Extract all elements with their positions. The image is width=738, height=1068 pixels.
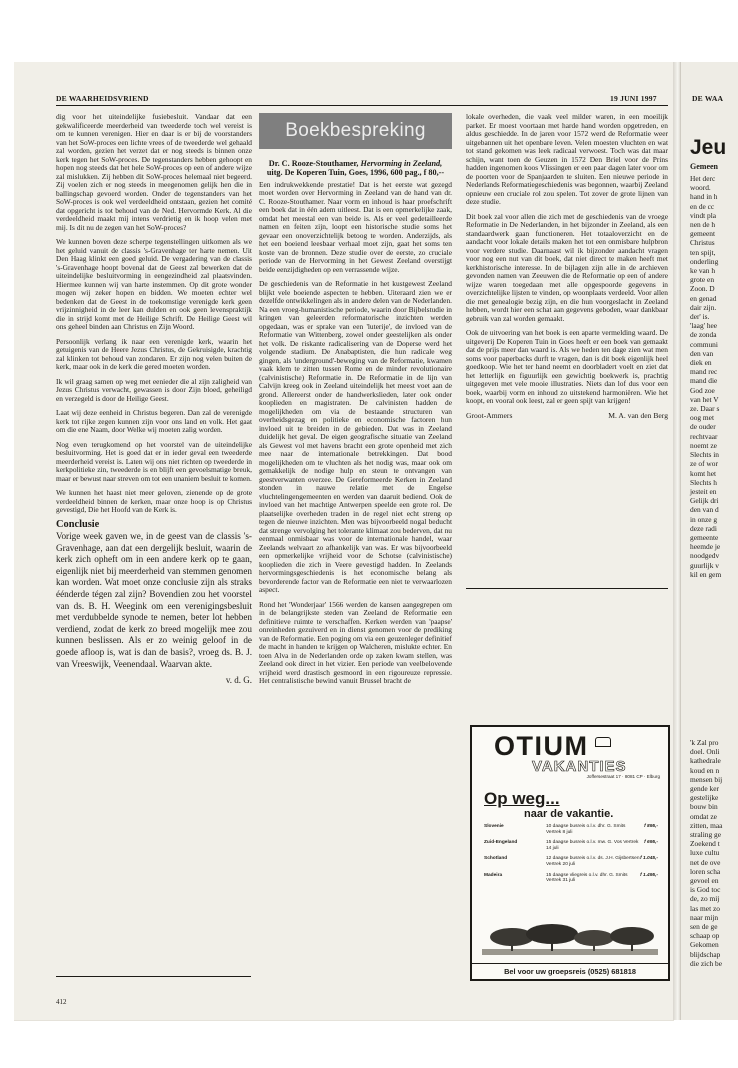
next-page-line: den van [690,348,714,358]
next-page-subtitle: Gemeen [690,162,718,171]
trip-row [484,873,658,889]
next-page-line: gemeent [690,229,716,239]
column-end-rule [56,976,251,977]
next-page-line: diek en [690,358,712,368]
next-page-line: sen de ge [690,922,718,932]
trip-row [484,824,658,840]
next-page-line: God zoe [690,385,715,395]
trip-row [484,840,658,856]
next-page-line: doel. Onli [690,747,720,757]
next-page-line: blijdschap [690,949,721,959]
column-end-rule [466,588,668,589]
left-column [56,113,252,691]
running-head-date: 19 JUNI 1997 [610,94,657,103]
headline-main: Op weg... [484,789,560,808]
next-page-line: Christus [690,238,715,248]
next-page-line: kil en gem [690,569,722,579]
next-page-line: luxe cultu [690,848,720,858]
next-page-running-head: DE WAA [692,94,724,103]
next-page-line: omdat ze [690,811,717,821]
next-page-line: noodgedv [690,551,720,561]
next-page-line: deze radi [690,523,717,533]
next-page-line: den van d [690,505,719,515]
trip-destination: Slovenie [484,824,504,829]
trip-destination: Schotland [484,856,508,862]
next-page-line: Slechts h [690,477,717,487]
next-page-title: Jeu [690,136,727,159]
tree-trunk-shape [593,942,595,951]
ad-headline [484,789,668,820]
next-page-line: 'k Zal pro [690,738,719,747]
next-page-line: van het V [690,394,719,404]
next-page-line: dair zijn. [690,302,717,312]
next-page-line: 'laag' hee [690,321,718,331]
header-rule [56,105,668,106]
trip-destination: Madeira [484,872,503,878]
next-page-line: schaap op [690,931,720,941]
next-page-line: is God toc [690,885,721,895]
paragraph: Een indrukwekkende prestatie! Dat is het eerste wat gezegd moet worden over Hervorming in Zeeland van de hand van dr. C. Rooze-Stouthamer. Naar vorm en inhoud is haar proefschrift een boek dat in één adem uitleest. Dat is een opmerkelijke zaak, omdat het meestal een van beide is. Als er veel gedetailleerde namen en feiten zijn, loopt een historische studie soms het gevaar een onoverzichtelijk betoog te worden. Anderzijds, als het een boeiend leesbaar verhaal moet zijn, gaat het soms ten koste van de bronnen. Deze studie over de eerste, zo cruciale periode van de Hervorming in het Gewest Zeeland overstijgt beide eenzijdigheden op een verrassende wijze. [259,179,452,274]
paragraph: Persoonlijk verlang ik naar een verenigde kerk, waarin het getuigenis van de Heere Jezus Christus, de Gekruisigde, krachtig zal klinken tot behoud van zondaren. Er zijn nog velen buiten de kerk, maar ook in de kerk die gered moeten worden. [56,336,252,371]
trip-destination: Zuid-Engeland [484,840,518,846]
next-page-line: komt het [690,468,717,478]
next-page-line: loren scha [690,866,721,876]
page-number: 412 [56,998,67,1006]
next-page-line: jesteit en [690,486,717,496]
section-banner: Boekbespreking [259,113,452,149]
next-page-line: ze of wor [690,459,718,469]
next-page-line: naar mijn [690,912,719,922]
conclusion-paragraph: Vorige week gaven we, in de geest van de classis 's-Gravenhage, aan dat een dergelijk besluit, waarin de kerk zich opheft om in een andere kerk op te gaan, eigenlijk niet bij meerderheid van stemmen genomen kan worden. Wat moet onze conclusie zijn als straks éénderde tégen zal zijn? Bovendien zou het voorstel van ds. B. H. Weegink om een verenigingsbesluit met verdubbelde synode te nemen, beter lot hebben verdiend, zodat de kerk zo breed mogelijk mee zou kunnen beslissen. Als er zo weinig geloof in de goede afloop is, wat is dan de basis?, vroeg ds. B. J. van Vreeswijk, Veenendaal. Waarvan akte. [56,531,252,669]
next-page-line: koud en n [690,765,720,775]
paragraph: We kunnen het haast niet meer geloven, zienende op de grote verdeeldheid binnen de kerken, maar onze hoop is op Christus gevestigd, Die het Hoofd van de Kerk is. [56,488,252,514]
next-page-line: de zonda [690,330,717,340]
brand-subname: VAKANTIES [532,758,627,775]
next-page-line: las met zo [690,903,720,913]
next-page-line: zitten, maa [690,820,723,830]
brand-name: OTIUM [494,731,589,761]
book-publisher: uitg. De Koperen Tuin, Goes, 1996, 600 pag., f 80,-- [266,168,445,178]
next-page-line: en genad [690,293,717,303]
paragraph: Ook de uitvoering van het boek is een aparte vermelding waard. De uitgeverij De Koperen Tuin in Goes heeft er een boek van gemaakt dat de prijs meer dan waard is. Als we heden ten dage zien wat men soms voor paperbacks durft te vragen, dan is dit boek eigenlijk heel goedkoop. Wie het ter hand neemt en doorbladert voelt en ziet dat het letterlijk en figuurlijk een gewichtig boekwerk is, prachtig uitgegeven met vele mooie illustraties. Niets dan lof dus voor een boek, waarbij vorm en inhoud zo uitstekend harmoniëren. Wie het koopt, en vooral ook leest, zal er geen spijt van krijgen! [466,328,668,405]
next-page-line: rechtvaar [690,431,718,441]
trip-details: 10 daagse busreis o.l.v. dhr. G. Smits Vertrek 8 juli [546,824,626,835]
next-page-line: hand in h [690,192,718,202]
next-page-line: bouw bin [690,802,718,812]
next-page-line: Het derc [690,174,716,183]
next-page-line: grote en [690,275,715,285]
trip-price: f 1.045,- [640,856,658,862]
conclusion-heading: Conclusie [56,518,100,530]
paragraph: We kunnen boven deze scherpe tegenstellingen uitkomen als we het geluid vanuit de classis 's-Gravenhage ter harte nemen. Uit Den Haag klinkt een goed geluid. De vergadering van de classis 's-Gravenhage hoopt bovenal dat de Geest zal bewerken dat de uiteindelijke besluitvorming in eengezindheid zal plaatsvinden. Hiermee kunnen wij van harte instemmen. Op dit grote wonder mogen wij zeker hopen en bidden. We moeten echter wel bedenken dat de Geest in de toekomstige verenigde kerk geen vrijzinnigheid in de leer kan dulden en ook geen levenspraktijk die in strijd komt met de Heilige Schrift. De Heilige Geest wil ons geheel binden aan Christus en Zijn Woord. [56,237,252,331]
next-page-line: de ouder [690,422,716,432]
next-page-line: en de cc [690,201,715,211]
next-page-line: gestelijke [690,793,719,803]
next-page-line: Zoon. D [690,284,715,294]
next-page-line: ze. Daar s [690,404,720,414]
review-column [259,113,452,692]
next-page-line: de, zo mij [690,894,720,904]
next-page-line: der' is. [690,312,710,322]
next-page-line: net de ove [690,857,721,867]
ad-brand [472,727,668,760]
next-page-line: Zoekend t [690,839,720,849]
signature-place: Groot-Ammers [466,410,513,420]
paragraph: Laat wij deze eenheid in Christus begeren. Dan zal de verenigde kerk tot rijke zegen kunnen zijn voor ons land en volk. Het gaat om die ene Naam, door Welke wij moeten zalig worden. [56,408,252,434]
next-page-line: gevoel en [690,876,719,886]
next-page-line: communi [690,339,718,349]
next-page-text-bottom [690,738,722,968]
review-signature [466,412,668,421]
book-citation [265,159,446,178]
next-page-line: Gekomen [690,940,719,950]
brand-address: Joffersestraat 17 · 8081 CP · Elburg [586,774,660,779]
next-page-line: guurlijk v [690,560,719,570]
tree-trunk-shape [551,939,553,951]
article-signature: v. d. G. [225,675,252,686]
next-page-line: gende ker [690,784,719,794]
next-page-line: heemde je [690,542,721,552]
next-page-line: mand rec [690,367,718,377]
paragraph: Nog even terugkomend op het voorstel van de uiteindelijke besluitvorming. Het is goed dat er in ieder geval een tweederde meerderheid vereist is. Laten wij ons niet richten op tweederde in kerkpolitieke zin, tweederde is en blijft een gevoelsmatige breuk, maar er bewust naar streven om tot een unaniem besluit te komen. [56,439,252,483]
next-page-line: Gelijk dri [690,496,719,506]
tree-trunk-shape [511,941,513,951]
next-page-line: woord. [690,183,711,193]
next-page-line: in onze g [690,514,718,524]
running-head-publication: DE WAARHEIDSVRIEND [56,94,149,103]
paragraph: Ik wil graag samen op weg met eenieder die al zijn zaligheid van Jezus Christus verwacht, gewassen is door Zijn bloed, geheiligd en verzegeld is door de Heilige Geest. [56,376,252,403]
trip-price: f 895,- [644,824,658,829]
next-page-line: oog met [690,413,715,423]
next-page-line: mand die [690,376,718,386]
next-page-text-top [690,174,721,579]
book-author: Dr. C. Rooze-Stouthamer, [268,159,359,168]
logo-icon [595,737,611,747]
book-title: Hervorming in Zeeland, [360,159,443,168]
right-column [466,113,668,420]
trip-table [484,824,658,889]
ad-footer-phone: Bel voor uw groepsreis (0525) 681818 [472,963,668,979]
next-page-line: Slechts in [690,450,719,460]
next-page-line: noemt ze [690,440,717,450]
next-page-line: onderling [690,256,719,266]
next-page-line: mensen bij [690,774,723,784]
next-page-line: vindt pla [690,210,717,220]
trip-details: 15 daagse busreis o.l.v. mw. G. Vos Vertrek 14 juli [546,840,639,851]
paragraph: Dit boek zal voor allen die zich met de geschiedenis van de vroege Reformatie in De Nederlanden, in het bijzonder in Zeeland, als een standaardwerk gaan functioneren. Het totaaloverzicht en de aandacht voor lokale details maken het tot een onmisbare hulpbron voor verdere studie. Daarnaast wil ik bijzonder aandacht vragen voor nog een nut van dit boek, dat niet direct te maken heeft met kerkhistorische interesse. In de bijlagen zijn alle in de archieven gevonden namen van Zeeuwen die de Reformatie op een of andere wijze waren toegedaan met alle opgespoorde gegevens in overzichtelijke lijsten te vinden, op woonplaats verdeeld. Voor allen die met genealogie bezig zijn, en die hun voorgeslacht in Zeeland hebben, wordt hier een schat aan gegevens geboden, waar dankbaar gebruik van zal worden gemaakt. [466,211,668,323]
next-page-line: ten spijt, [690,247,716,257]
travel-advertisement [470,725,670,981]
next-page-line: straling ge [690,830,721,840]
next-page-line: nen de h [690,220,716,230]
paragraph: De geschiedenis van de Reformatie in het kustgewest Zeeland blijkt vele boeiende aspecten te hebben. Uiteraard zien we er dezelfde ontwikkelingen als in andere delen van de Nederlanden. Na een vroeg-humanistische periode, waarin door Bijbelstudie in kringen van geleerden reformatorische inzichten werden opgedaan, was er sprake van een 'luterije', de invloed van de Reformatie van Wittenberg, zowel onder geestelijken als onder het volk. De riskante radicalisering van de Doperse werd het volgende stadium. De Anabaptisten, die hun radicale weg gingen, als 'underground'-beweging van de Reformatie, kwamen vaak klem te zitten tussen Rome en de minder revolutionaire (calvinistische) Reformatie in. De Reformatie in de lijn van Calvijn kreeg ook in Zeeland uiteindelijk het meest voet aan de grond. Allereerst onder de handwerkslieden, later ook onder kooplieden en magistraten. De calvinisten hadden de mogelijkheden om via de bestaande structuren van overheidsgezag en politieke en economische factoren hun invloed uit te breiden in de gebieden. Dat was in Zeeland duidelijk het geval. De eigen geografische situatie van Zeeland als Gewest vol met havens bracht een grote openheid met zich mee naar de internationale betrekkingen. Dat bood mogelijkheden om te vluchten als het nodig was, maar ook om gemakkelijk de nodige hulp en steun te ontvangen van geestverwanten overzee. De Gereformeerde Kerken in Zeeland stonden in nauwe relatie met de Engelse vluchtelingengemeenten en werden van daaruit bediend. Ook de invloed van het machtige Antwerpen speelde een grote rol. De plaatselijke overheden traden in de regel niet echt streng op tegen de nieuwe inzichten. Men was bijvoorbeeld nogal beducht dat strenge vervolging het tolerante klimaat zou bederven, dat nu eenmaal onmisbaar was voor de internationale handel, waar Zeelands welvaart zo afhankelijk van was. Er was bijvoorbeeld een opmerkelijke vrijheid voor de Schotse (calvinistische) kooplieden die zich in Veere gevestigd hadden. In Zeelands hervormingsgeschiedenis is het economische belang als bevorderende factor van de Reformatie een niet te verwaarlozen aspect. [259,279,452,595]
next-page-line: die zich be [690,958,723,968]
trip-details: 15 daagse vliegreis o.l.v. dhr. G. Smits Vertrek 31 juli [546,872,628,884]
headline-sub: naar de vakantie. [524,808,614,820]
trip-details: 12 daagse busreis o.l.v. ds. J.H. Gijsbertsen Vertrek 20 juli [546,856,640,867]
paragraph: Rond het 'Wonderjaar' 1566 werden de kansen aangegrepen om in de belangrijkste steden van Zeeland de Reformatie een definitieve ruimte te verschaffen. Kerken werden van 'paapse' onreinheden gezuiverd en in dienst genomen voor de prediking van de Reformatie. Een poging om via een geuzenleger definitief de macht in handen te krijgen op Walcheren, mislukte echter. En toen Alva in de Nederlanden orde op zaken kwam stellen, was Zeeland ook direct in het vizier. Een periode van veelbelovende vrijheid werd drastisch gesmoord in een rigoureuze repressie. Het centralistische bewind vanuit Brussel bracht de [259,599,452,686]
tree-trunk-shape [631,940,633,951]
next-page-line: ke van h [690,266,716,276]
trees-illustration [482,923,658,955]
next-page-line: kathedrale [690,756,721,766]
signature-name: M. A. van den Berg [608,410,668,420]
next-page-line: gemeente [690,532,719,542]
trip-price: f 1.495,- [640,872,658,878]
paragraph: dig voor het uiteindelijke fusiebesluit. Vandaar dat een gekwalificeerde meerderheid van tweederde toch wel vereist is om te kunnen verenigen. Hier en daar is er bij de voorstanders van het SoW-proces een lichte vrees of de tweederde wel gehaald zal worden, gezien het verzet dat er nog steeds is binnen onze kerk tegen het SoW-proces. De tegenstanders hebben gehoopt en hopen nog steeds dat het hele SoW-proces op een of andere wijze zal mislukken. Zij hebben dit SoW-proces helemaal niet begeerd. Zij voelen zich er nog steeds in meegenomen gelijk hen die in ballingschap gevoerd worden. Onder de tegenstanders van het SoW-proces is ook wel verdeeldheid ontstaan, gezien het comité dat opgericht is tot behoud van de Ned. Hervormde Kerk. Al die verdeeldheid maakt mij intens verdrietig en ik hoop velen met mij. Is dit nu de zegen van het SoW-proces? [56,112,252,232]
trip-row [484,856,658,872]
paragraph: lokale overheden, die vaak veel milder waren, in een moeilijk parket. Er moest voortaan met harde hand worden opgetreden, en aldus geschiedde. In de jaren voor 1572 werd de Reformatie weer uitgebannen uit het openbare leven. Velen moesten vluchten en wat tot stand gekomen was leek radicaal verwoest. Toch was dat maar schijn, want toen de Geuzen in 1572 Den Briel voor de Prins hadden ingenomen koos Vlissingen er een paar dagen later voor om de poorten voor de Spanjaarden te sluiten. Een nieuwe periode in Nederlands Reformatiegeschiedenis was begonnen, waarbij Zeeland opnieuw een cruciale rol zou spelen. Tot zover de grote lijnen van deze studie. [466,112,668,206]
trip-price: f 695,- [644,840,658,846]
